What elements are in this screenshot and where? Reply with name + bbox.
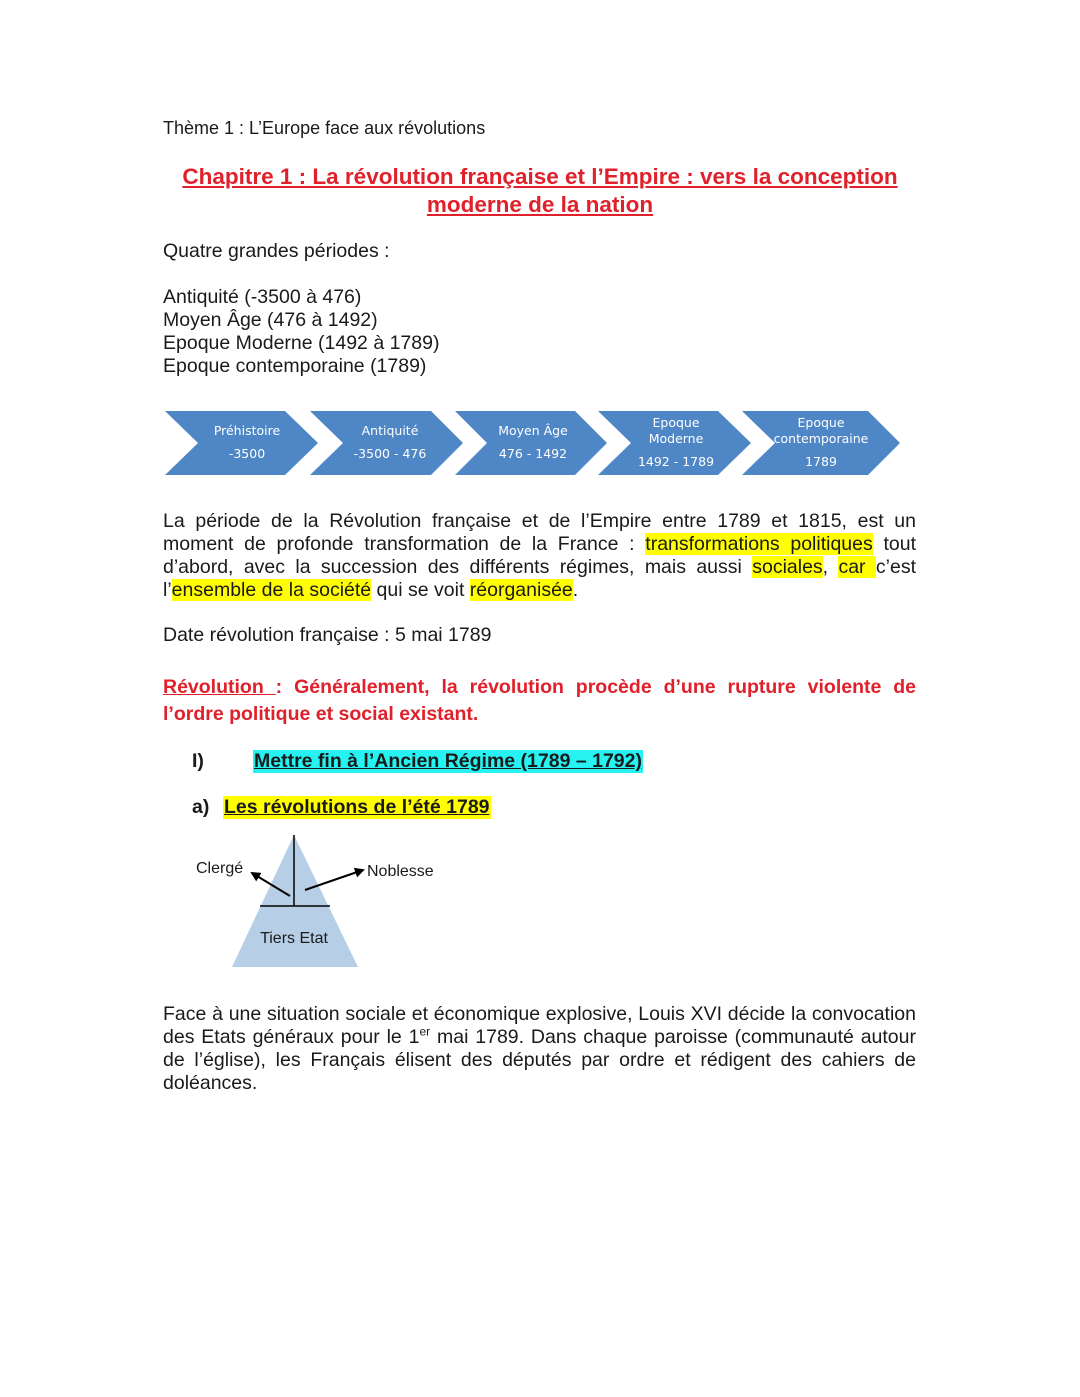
subsection-title: Les révolutions de l’été 1789 (224, 796, 490, 818)
third-estate-label: Tiers Etat (260, 930, 328, 947)
superscript: er (419, 1024, 431, 1039)
highlight: réorganisée (469, 579, 573, 601)
definition-revolution (163, 674, 916, 728)
highlight: ensemble de la société (171, 579, 372, 601)
theme-heading: Thème 1 : L’Europe face aux révolutions (163, 118, 486, 138)
timeline-step-label: Moyen Âge (498, 423, 568, 438)
section-title: Mettre fin à l’Ancien Régime (1789 – 1792) (254, 750, 642, 772)
chapter-title-line1: Chapitre 1 : La révolution française et l’Empire : vers la conception (182, 164, 898, 189)
period-item: Epoque contemporaine (1789) (163, 355, 427, 377)
paragraph-text: . (572, 579, 579, 601)
timeline-step-date: 476 - 1492 (498, 446, 568, 461)
timeline-step (598, 411, 751, 475)
paragraph-text: tout d’abord, avec la succession des différents régimes, mais aussi (163, 533, 916, 578)
highlight: sociales (752, 556, 823, 578)
chapter-title-line2: moderne de la nation (426, 192, 654, 217)
clergy-label: Clergé (196, 860, 244, 877)
intro-paragraph (163, 510, 916, 602)
timeline-step (455, 411, 607, 475)
paragraph-text: La période de la Révolution française et de l’Empire entre 1789 et 1815, est un moment de profonde transformation de la France : (163, 510, 916, 555)
timeline-chevron-diagram (165, 408, 905, 478)
period-list (163, 286, 439, 378)
paragraph-text: , (822, 556, 839, 578)
timeline-step-date: 1492 - 1789 (637, 454, 715, 469)
timeline-step-label: Epoque (797, 415, 845, 430)
paragraph-text: mai 1789. Dans chaque paroisse (communauté autour de l’église), les Français élisent des députés par ordre et rédigent des cahiers de doléances. (163, 1026, 916, 1094)
paragraph-text: qui se voit (371, 579, 470, 601)
timeline-step (742, 411, 900, 475)
definition-text: : Généralement, la révolution procède d’une rupture violente de l’ordre politique et social existant. (163, 676, 917, 725)
highlight: car (838, 556, 876, 578)
convocation-paragraph (163, 1003, 916, 1095)
pyramid-shape (232, 835, 358, 967)
definition-term: Révolution (163, 676, 276, 698)
subsection-number: a) (192, 796, 210, 818)
timeline-step-date: 1789 (805, 454, 837, 469)
highlight: transformations politiques (645, 533, 873, 555)
section-number: I) (192, 750, 204, 772)
nobility-label: Noblesse (367, 863, 434, 880)
timeline-step-date: -3500 - 476 (353, 446, 427, 461)
chapter-title (160, 163, 920, 219)
periods-intro: Quatre grandes périodes : (163, 240, 390, 262)
paragraph-text: Face à une situation sociale et économique explosive, Louis XVI décide la convocation des Etats généraux pour le 1 (163, 1003, 916, 1048)
timeline-step-date: -3500 (228, 446, 266, 461)
timeline-step-label-2: Moderne (648, 431, 704, 446)
society-pyramid-diagram (190, 830, 450, 975)
timeline-step (165, 411, 318, 475)
timeline-step-label-2: contemporaine (773, 431, 869, 446)
period-item: Antiquité (-3500 à 476) (163, 286, 362, 308)
timeline-step-label: Epoque (652, 415, 700, 430)
revolution-date: Date révolution française : 5 mai 1789 (163, 624, 492, 646)
period-item: Moyen Âge (476 à 1492) (163, 309, 378, 331)
period-item: Epoque Moderne (1492 à 1789) (163, 332, 440, 354)
timeline-step-label: Préhistoire (213, 423, 281, 438)
timeline-step-label: Antiquité (361, 423, 419, 438)
timeline-step (310, 411, 463, 475)
paragraph-text: c’est l’ (163, 556, 917, 601)
